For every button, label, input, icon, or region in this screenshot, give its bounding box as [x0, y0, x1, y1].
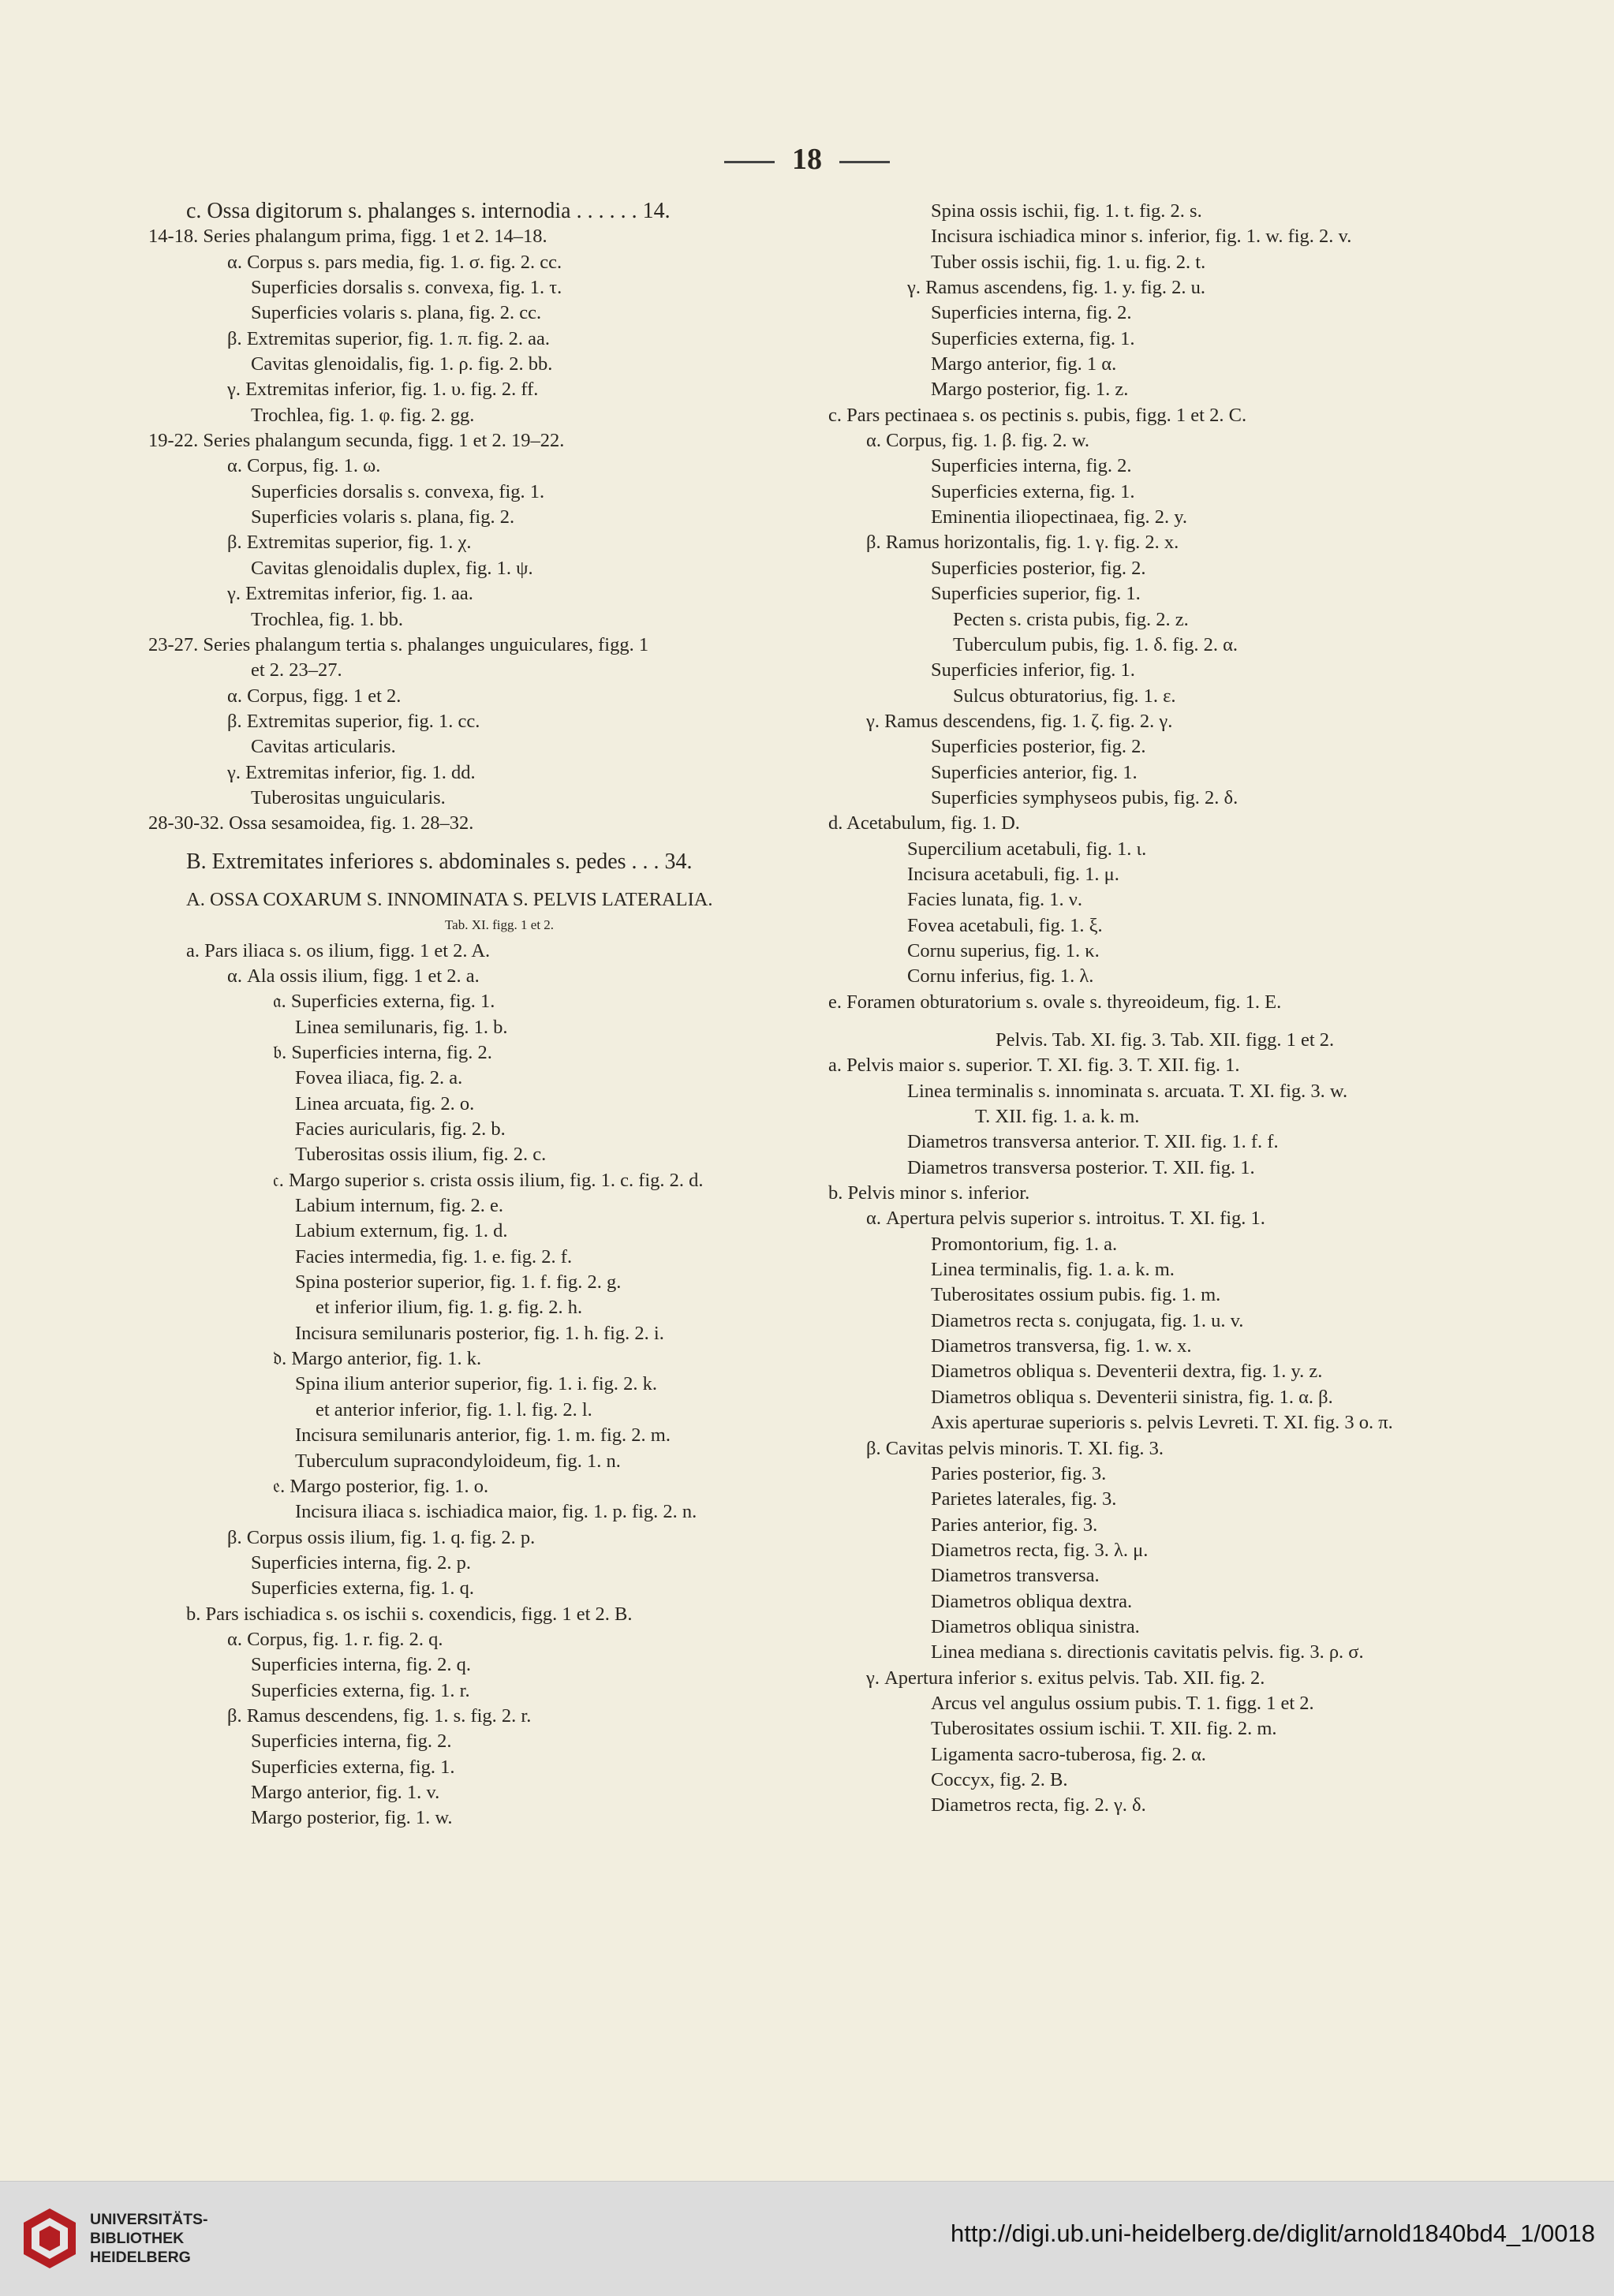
text-line: a. Pars iliaca s. os ilium, figg. 1 et 2. A. [186, 939, 491, 961]
text-line: 𝔟. Superficies interna, fig. 2. [273, 1042, 492, 1063]
text-line: 𝔢. Margo posterior, fig. 1. o. [273, 1475, 489, 1497]
text-line: et inferior ilium, fig. 1. g. fig. 2. h. [316, 1297, 583, 1319]
text-line: Superficies interna, fig. 2. q. [251, 1654, 471, 1676]
text-line: β. Cavitas pelvis minoris. T. XI. fig. 3. [866, 1437, 1164, 1459]
right-column [828, 199, 1483, 1819]
text-line: Superficies inferior, fig. 1. [931, 659, 1135, 681]
text-line: Diametros transversa, fig. 1. w. x. [931, 1335, 1192, 1357]
text-line: Linea terminalis, fig. 1. a. k. m. [931, 1259, 1175, 1281]
text-line: Arcus vel angulus ossium pubis. T. 1. figg. 1 et 2. [931, 1692, 1314, 1714]
text-line: Diametros obliqua dextra. [931, 1590, 1133, 1612]
text-line: B. Extremitates inferiores s. abdominales s. pedes . . . 34. [186, 849, 693, 874]
text-line: α. Corpus, fig. 1. β. fig. 2. w. [866, 430, 1089, 452]
page-number-text: 18 [792, 143, 822, 176]
text-line: Trochlea, fig. 1. bb. [251, 608, 404, 630]
text-line: Superficies posterior, fig. 2. [931, 557, 1146, 579]
text-line: Superficies dorsalis s. convexa, fig. 1. τ. [251, 277, 562, 299]
rule-left [724, 161, 775, 163]
text-line: Tab. XI. figg. 1 et 2. [444, 917, 555, 933]
spacer [148, 875, 850, 887]
text-line: γ. Apertura inferior s. exitus pelvis. Tab. XII. fig. 2. [866, 1667, 1265, 1689]
text-line: Spina ossis ischii, fig. 1. t. fig. 2. s. [931, 200, 1202, 222]
text-line: α. Corpus, figg. 1 et 2. [227, 685, 402, 707]
text-line: Linea arcuata, fig. 2. o. [295, 1092, 475, 1114]
text-line: 𝔡. Margo anterior, fig. 1. k. [273, 1348, 482, 1370]
text-line: β. Ramus horizontalis, fig. 1. γ. fig. 2. x. [866, 532, 1179, 554]
text-line: Superficies externa, fig. 1. r. [251, 1679, 470, 1701]
text-line: Cavitas glenoidalis, fig. 1. ρ. fig. 2. bb. [251, 353, 553, 375]
text-line: Linea mediana s. directionis cavitatis pelvis. fig. 3. ρ. σ. [931, 1641, 1364, 1663]
text-line: Superficies anterior, fig. 1. [931, 761, 1138, 783]
text-line: γ. Extremitas inferior, fig. 1. dd. [227, 761, 476, 783]
text-line: β. Extremitas superior, fig. 1. χ. [227, 532, 472, 554]
text-line: Parietes laterales, fig. 3. [931, 1488, 1117, 1510]
text-line: Pelvis. Tab. XI. fig. 3. Tab. XII. figg. 1 et 2. [996, 1029, 1335, 1051]
text-line: Incisura semilunaris posterior, fig. 1. h. fig. 2. i. [295, 1322, 664, 1344]
text-line: Fovea iliaca, fig. 2. a. [295, 1067, 463, 1089]
text-line: α. Corpus, fig. 1. r. fig. 2. q. [227, 1628, 443, 1650]
text-line: Diametros recta s. conjugata, fig. 1. u. v. [931, 1309, 1244, 1331]
text-line: et 2. 23–27. [251, 659, 342, 681]
text-line: Cornu superius, fig. 1. κ. [907, 939, 1100, 961]
spacer [148, 837, 850, 849]
text-line: Margo posterior, fig. 1. w. [251, 1807, 453, 1829]
text-line: Paries posterior, fig. 3. [931, 1462, 1107, 1484]
text-line: b. Pelvis minor s. inferior. [828, 1182, 1030, 1204]
text-line: Tuberculum pubis, fig. 1. δ. fig. 2. α. [953, 633, 1239, 655]
text-line: 28-30-32. Ossa sesamoidea, fig. 1. 28–32. [148, 812, 474, 834]
text-line: γ. Ramus ascendens, fig. 1. y. fig. 2. u. [907, 277, 1206, 299]
text-line: β. Extremitas superior, fig. 1. π. fig. 2. aa. [227, 327, 550, 349]
text-line: Cavitas glenoidalis duplex, fig. 1. ψ. [251, 557, 533, 579]
text-line: Trochlea, fig. 1. φ. fig. 2. gg. [251, 404, 475, 426]
text-line: Facies auricularis, fig. 2. b. [295, 1118, 506, 1141]
text-line: Cornu inferius, fig. 1. λ. [907, 965, 1094, 987]
text-line: Labium internum, fig. 2. e. [295, 1195, 503, 1217]
spacer [828, 1015, 1483, 1028]
text-line: Superficies externa, fig. 1. [251, 1756, 455, 1778]
text-line: Eminentia iliopectinaea, fig. 2. y. [931, 506, 1187, 528]
text-line: Cavitas articularis. [251, 736, 396, 758]
text-line: d. Acetabulum, fig. 1. D. [828, 812, 1020, 834]
viewer-footer [0, 2181, 1614, 2296]
page-number [0, 142, 1614, 177]
text-line: 14-18. Series phalangum prima, figg. 1 et 2. 14–18. [148, 226, 547, 248]
text-line: 𝔠. Margo superior s. crista ossis ilium, fig. 1. c. fig. 2. d. [273, 1169, 704, 1191]
text-line: Margo anterior, fig. 1. v. [251, 1781, 440, 1803]
text-line: Pecten s. crista pubis, fig. 2. z. [953, 608, 1189, 630]
text-line: Sulcus obturatorius, fig. 1. ε. [953, 685, 1176, 707]
text-line: Diametros recta, fig. 3. λ. μ. [931, 1539, 1149, 1561]
text-line: Superficies posterior, fig. 2. [931, 736, 1146, 758]
text-line: Coccyx, fig. 2. B. [931, 1768, 1068, 1790]
library-name-line-1: UNIVERSITÄTS- [90, 2211, 208, 2228]
text-line: Superficies symphyseos pubis, fig. 2. δ. [931, 786, 1239, 808]
text-line: γ. Extremitas inferior, fig. 1. υ. fig. 2. ff. [227, 379, 539, 401]
text-line: β. Corpus ossis ilium, fig. 1. q. fig. 2. p. [227, 1526, 536, 1548]
text-line: Diametros transversa anterior. T. XII. fig. 1. f. f. [907, 1131, 1279, 1153]
text-line: Linea semilunaris, fig. 1. b. [295, 1016, 508, 1038]
rule-right [839, 161, 890, 163]
library-name-line-3: HEIDELBERG [90, 2249, 191, 2266]
text-line: Tuber ossis ischii, fig. 1. u. fig. 2. t. [931, 251, 1206, 273]
text-line: a. Pelvis maior s. superior. T. XI. fig. 3. T. XII. fig. 1. [828, 1055, 1240, 1077]
text-line: γ. Ramus descendens, fig. 1. ζ. fig. 2. γ. [866, 710, 1173, 732]
text-line: Axis aperturae superioris s. pelvis Levreti. T. XI. fig. 3 o. π. [931, 1412, 1393, 1434]
text-line: A. OSSA COXARUM S. INNOMINATA S. PELVIS LATERALIA. [186, 888, 713, 910]
text-line: Promontorium, fig. 1. a. [931, 1233, 1118, 1255]
text-line: Superficies externa, fig. 1. [931, 327, 1135, 349]
library-name-line-2: BIBLIOTHEK [90, 2230, 185, 2247]
text-line: Margo anterior, fig. 1 α. [931, 353, 1117, 375]
text-line: Tuberositates ossium pubis. fig. 1. m. [931, 1284, 1221, 1306]
text-line: Superficies volaris s. plana, fig. 2. cc. [251, 302, 542, 324]
text-line: Labium externum, fig. 1. d. [295, 1220, 508, 1242]
text-line: Linea terminalis s. innominata s. arcuata. T. XI. fig. 3. w. [907, 1080, 1348, 1102]
text-line: Diametros recta, fig. 2. γ. δ. [931, 1794, 1146, 1816]
text-line: Incisura semilunaris anterior, fig. 1. m. fig. 2. m. [295, 1424, 671, 1447]
library-name[interactable] [90, 2210, 208, 2267]
text-line: Incisura acetabuli, fig. 1. μ. [907, 863, 1119, 885]
text-line: c. Ossa digitorum s. phalanges s. internodia . . . . . . 14. [186, 199, 671, 223]
text-line: Superficies externa, fig. 1. q. [251, 1577, 475, 1600]
text-line: β. Extremitas superior, fig. 1. cc. [227, 710, 480, 732]
text-line: α. Corpus, fig. 1. ω. [227, 455, 381, 477]
text-line: α. Ala ossis ilium, figg. 1 et 2. a. [227, 965, 480, 987]
text-line: Spina posterior superior, fig. 1. f. fig. 2. g. [295, 1271, 622, 1294]
text-line: Superficies interna, fig. 2. [251, 1730, 452, 1753]
text-line: 19-22. Series phalangum secunda, figg. 1 et 2. 19–22. [148, 430, 565, 452]
text-line: Superficies volaris s. plana, fig. 2. [251, 506, 515, 528]
text-line: Diametros obliqua s. Deventerii dextra, fig. 1. y. z. [931, 1361, 1323, 1383]
text-line: Ligamenta sacro-tuberosa, fig. 2. α. [931, 1743, 1206, 1765]
text-line: Supercilium acetabuli, fig. 1. ι. [907, 838, 1147, 860]
text-line: b. Pars ischiadica s. os ischii s. coxendicis, figg. 1 et 2. B. [186, 1603, 633, 1625]
text-line: Incisura iliaca s. ischiadica maior, fig. 1. p. fig. 2. n. [295, 1501, 697, 1523]
text-line: 23-27. Series phalangum tertia s. phalanges unguiculares, figg. 1 [148, 633, 649, 655]
text-line: Superficies interna, fig. 2. [931, 455, 1132, 477]
text-line: Superficies superior, fig. 1. [931, 583, 1141, 605]
text-line: β. Ramus descendens, fig. 1. s. fig. 2. r. [227, 1704, 532, 1727]
text-line: Incisura ischiadica minor s. inferior, fig. 1. w. fig. 2. v. [931, 226, 1352, 248]
text-line: e. Foramen obturatorium s. ovale s. thyreoideum, fig. 1. E. [828, 991, 1282, 1013]
text-line: et anterior inferior, fig. 1. l. fig. 2. l. [316, 1398, 592, 1421]
text-line: Diametros transversa posterior. T. XII. fig. 1. [907, 1156, 1255, 1178]
text-line: Superficies externa, fig. 1. [931, 480, 1135, 502]
text-line: α. Apertura pelvis superior s. introitus. T. XI. fig. 1. [866, 1208, 1265, 1230]
text-line: Diametros obliqua sinistra. [931, 1615, 1140, 1637]
text-line: γ. Extremitas inferior, fig. 1. aa. [227, 583, 473, 605]
text-line: c. Pars pectinaea s. os pectinis s. pubis, figg. 1 et 2. C. [828, 404, 1247, 426]
text-line: Facies lunata, fig. 1. ν. [907, 889, 1082, 911]
text-line: Tuberositates ossium ischii. T. XII. fig. 2. m. [931, 1718, 1277, 1740]
text-line: Fovea acetabuli, fig. 1. ξ. [907, 914, 1103, 936]
text-line: Facies intermedia, fig. 1. e. fig. 2. f. [295, 1245, 573, 1267]
text-line: 𝔞. Superficies externa, fig. 1. [273, 991, 495, 1013]
text-line: Superficies interna, fig. 2. p. [251, 1551, 471, 1574]
text-line: Tuberositas unguicularis. [251, 786, 446, 808]
text-line: α. Corpus s. pars media, fig. 1. σ. fig. 2. cc. [227, 251, 562, 273]
text-line: T. XII. fig. 1. a. k. m. [975, 1106, 1140, 1128]
document-url[interactable]: http://digi.ub.uni-heidelberg.de/diglit/arnold1840bd4_1/0018 [951, 2219, 1595, 2247]
text-line: Superficies interna, fig. 2. [931, 302, 1132, 324]
text-line: Superficies dorsalis s. convexa, fig. 1. [251, 480, 545, 502]
text-line: Spina ilium anterior superior, fig. 1. i. fig. 2. k. [295, 1373, 658, 1395]
text-line: Paries anterior, fig. 3. [931, 1514, 1098, 1536]
text-line: Tuberculum supracondyloideum, fig. 1. n. [295, 1450, 621, 1472]
text-line: Diametros obliqua s. Deventerii sinistra, fig. 1. α. β. [931, 1386, 1333, 1408]
left-column [148, 199, 850, 1831]
text-line: Tuberositas ossis ilium, fig. 2. c. [295, 1144, 547, 1166]
text-line: Diametros transversa. [931, 1565, 1100, 1587]
text-line: Margo posterior, fig. 1. z. [931, 379, 1129, 401]
university-library-logo-icon[interactable] [22, 2207, 77, 2270]
